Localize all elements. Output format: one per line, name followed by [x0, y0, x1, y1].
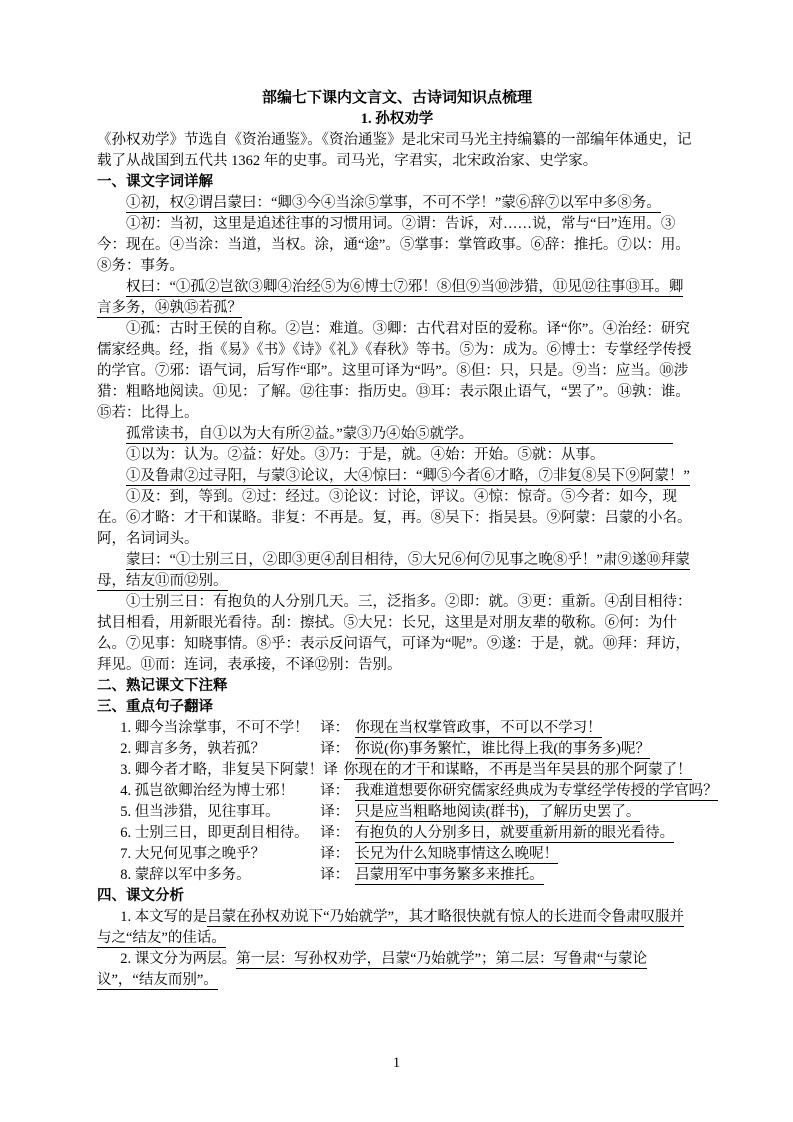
passage-4-text: ①及鲁肃②过寻阳，与蒙③论议，大④惊曰：“卿⑤今者⑥才略，⑦非复⑧吴下⑨阿蒙！”	[126, 468, 690, 484]
sec2-heading: 二、熟记课文下注释	[97, 678, 228, 694]
analysis-prefix: 1. 本文写的是	[120, 909, 208, 925]
translation-item-3	[97, 760, 697, 781]
sentence: 7. 大兄何见事之晚乎？	[120, 846, 266, 862]
translation-label: 译	[323, 762, 338, 778]
passage-3-text: 孤常读书，自①以为大有所②益。”蒙③乃④始⑤就学。	[126, 426, 673, 444]
sentence: 4. 孤岂欲卿治经为博士邪！	[120, 783, 295, 799]
translation-label: 译：	[320, 804, 350, 820]
passage-5-text: 蒙曰：“①士别三日，②即③更④刮目相待，⑤大兄⑥何⑦见事之晚⑧乎！”肃⑨遂⑩拜蒙母，结友⑪而⑫别。	[97, 552, 690, 589]
analysis-prefix: 2. 课文分为两层。	[120, 951, 237, 967]
translation-item-5	[97, 802, 697, 823]
analysis-underlined-text: 吕蒙在孙权劝说下“乃始就学”，其才略很快就有惊人的长进而令鲁肃叹服并与之“结友”的佳话。	[97, 909, 685, 946]
translation-item-2	[97, 739, 697, 760]
translation-label: 译：	[320, 741, 350, 757]
analysis-underlined-text: 第一层：写孙权劝学，吕蒙“乃始就学”；第二层：写鲁肃“与蒙论议”，“结友而别”。	[97, 951, 647, 988]
sentence: 8. 蒙辞以军中多务。	[120, 867, 251, 883]
translation-item-1	[97, 718, 697, 739]
translation-answer: 长兄为什么知晓事情这么晚呢！	[355, 846, 559, 862]
notes-4: ①及：到，等到。②过：经过。③论议：讨论，评议。④惊：惊奇。⑤今者：如今，现在。⑥才略：才干和谋略。非复：不再是。复，再。⑧吴下：指吴县。⑨阿蒙：吕蒙的小名。阿，名词词头。	[97, 489, 692, 547]
passage-4	[97, 466, 697, 487]
sec3-heading: 三、重点句子翻译	[97, 699, 213, 715]
notes-1: ①初：当初，这里是追述往事的习惯用词。②谓：告诉，对……说，常与“曰”连用。③今：现在。④当涂：当道，当权。涂，通“途”。⑤掌事：掌管政事。⑥辞：推托。⑦以：用。⑧务：事务。	[97, 216, 690, 274]
analysis-item-1	[97, 907, 697, 949]
passage-3	[97, 424, 697, 445]
sentence: 5. 但当涉猎，见往事耳。	[120, 804, 280, 820]
lesson-title: 1. 孙权劝学	[360, 111, 434, 127]
passage-2-text: 权曰：“①孤②岂欲③卿④治经⑤为⑥博士⑦邪！⑧但⑨当⑩涉猎，⑪见⑫往事⑬耳。卿言多务，⑭孰⑮若孤？	[97, 279, 684, 316]
translation-label: 译：	[320, 846, 350, 862]
notes-2: ①孤：古时王侯的自称。②岂：难道。③卿：古代君对臣的爱称。译“你”。④治经：研究儒家经典。经，指《易》《书》《诗》《礼》《春秋》等书。⑤为：成为。⑥博士：专掌经学传授的学官。⑦邪：语气词，后写作“耶”。这里可译为“吗”。⑧但：只，只是。⑨当：应当。⑩涉猎：粗略地阅读。⑪见：了解。⑫往事：指历史。⑬耳：表示限止语气，“罢了”。⑭孰：谁。⑮若：比得上。	[97, 321, 692, 421]
notes-3: ①以为：认为。②益：好处。③乃：于是，就。④始：开始。⑤就：从事。	[126, 447, 605, 463]
translation-answer: 吕蒙用军中事务繁多来推托。	[355, 867, 544, 883]
sec4-heading: 四、课文分析	[97, 888, 184, 904]
intro-paragraph: 《孙权劝学》节选自《资治通鉴》。《资治通鉴》是北宋司马光主持编纂的一部编年体通史，记载了从战国到五代共 1362 年的史事。司马光，字君实，北宋政治家、史学家。	[97, 132, 692, 169]
translation-label: 译：	[320, 825, 350, 841]
passage-5	[97, 550, 697, 592]
translation-item-7	[97, 844, 697, 865]
translation-answer: 有抱负的人分别多日，就要重新用新的眼光看待。	[355, 825, 675, 841]
translation-label: 译：	[320, 783, 350, 799]
passage-1-text: ①初，权②谓吕蒙曰：“卿③今④当涂⑤掌事，不可不学！”蒙⑥辞⑦以军中多⑧务。	[126, 195, 661, 211]
translation-item-4	[97, 781, 718, 802]
translation-answer: 我难道想要你研究儒家经典成为专掌经学传授的学官吗？	[355, 783, 718, 799]
translation-answer: 只是应当粗略地阅读(群书)，了解历史罢了。	[355, 804, 641, 820]
notes-5: ①士别三日：有抱负的人分别几天。三，泛指多。②即：就。③更：重新。④刮目相待：拭目相看，用新眼光看待。刮：擦拭。⑤大兄：长兄，这里是对朋友辈的敬称。⑥何：为什么。⑦见事：知晓事情。⑧乎：表示反问语气，可译为“呢”。⑨遂：于是，就。⑩拜：拜访，拜见。⑪而：连词，表承接，不译⑫别：告别。	[97, 594, 692, 673]
translation-answer: 你现在当权掌管政事，不可以不学习！	[355, 720, 602, 736]
translation-label: 译：	[320, 867, 350, 883]
sec1-heading: 一、课文字词详解	[97, 174, 213, 190]
translation-label: 译：	[320, 720, 350, 736]
passage-2	[97, 277, 697, 319]
translation-answer: 你现在的才干和谋略，不再是当年吴县的那个阿蒙了！	[343, 762, 692, 778]
doc-title: 部编七下课内文言文、古诗词知识点梳理	[261, 90, 532, 106]
page-number: 1	[392, 1055, 401, 1071]
analysis-item-2	[97, 949, 697, 991]
sentence: 6. 士别三日，即更刮目相待。	[120, 825, 309, 841]
sentence: 2. 卿言多务，孰若孤？	[120, 741, 266, 757]
translation-item-6	[97, 823, 697, 844]
translation-item-8	[97, 865, 697, 886]
sentence: 1. 卿今当涂掌事，不可不学！	[120, 720, 309, 736]
sentence: 3. 卿今者才略，非复吴下阿蒙！	[120, 762, 324, 778]
passage-1	[97, 193, 697, 214]
translation-answer: 你说(你)事务繁忙，谁比得上我(的事务多)呢？	[355, 741, 651, 757]
